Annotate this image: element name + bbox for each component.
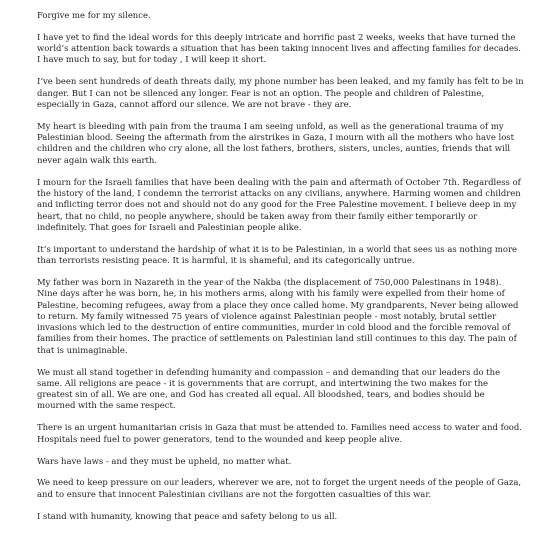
paragraph-pressure: We need to keep pressure on our leaders, wherever we are, not to forget the urgent needs of the people of Gaza, and to ensure that innocent Palestinian civilians are not the forgotten casualties of this war. (37, 477, 522, 499)
paragraph-closing: I stand with humanity, knowing that peace and safety belong to us all. (37, 510, 338, 521)
paragraph-opening: Forgive me for my silence. (37, 10, 151, 20)
paragraph-israeli-families: I mourn for the Israeli families that have been dealing with the pain and aftermath of October 7th. Regardless of the history of the land, I condemn the terrorist attacks on any civilians, anywhere. Harming women and children and inflicting terror does not and should not do any good for the Free Palestine movement. I believe deep in my heart, that no child, no people anywhere, should be taken away from their family either temporarily or indefinitely. That goes for Israeli and Palestinian people alike. (37, 176, 521, 232)
paragraph-wars-laws: Wars have laws - and they must be upheld, no matter what. (37, 455, 292, 466)
paragraph-intro: I have yet to find the ideal words for this deeply intricate and horrific past 2 weeks, weeks that have turned the world’s attention back towards a situation that has been taking innocent lives and affecting families for decades. I have much to say, but for today , I will keep it short. (37, 31, 521, 65)
paragraph-humanitarian-crisis: There is an urgent humanitarian crisis in Gaza that must be attended to. Families need access to water and food. Hospitals need fuel to power generators, tend to the wounded and keep people alive. (37, 422, 522, 444)
paragraph-stand-together: We must all stand together in defending humanity and compassion – and demanding that our leaders do the same. All religions are peace - it is governments that are corrupt, and intertwining the two makes for the greatest sin of all. We are one, and God has created all equal. All bloodshed, tears, and bodies should be mourned with the same respect. (37, 366, 501, 411)
paragraph-hardship: It’s important to understand the hardship of what it is to be Palestinian, in a world that sees us as nothing more than terrorists resisting peace. It is harmful, it is shameful, and its categorically untrue. (37, 243, 518, 266)
paragraph-threats: I’ve been sent hundreds of death threats daily, my phone number has been leaked, and my family has felt to be in danger. But I can not be silenced any longer. Fear is not an option. The people and children of Palestine, especially in Gaza, cannot afford our silence. We are not brave - they are. (37, 76, 524, 109)
paragraph-father: My father was born in Nazareth in the year of the Nakba (the displacement of 750,000 Palestinans in 1948). Nine days after he was born, he, in his mothers arms, along with his family were expelled from their home of Palestine, becoming refugees, away from a place they once called home. My grandparents, Never being allowed to return. My family witnessed 75 years of violence against Palestinian people - most notably, brutal settler invasions which led to the destruction of entire communities, murder in cold blood and the forcible removal of families from their homes. The practice of settlements on Palestinian land still continues to this day. The pain of that is unimaginable. (37, 276, 519, 355)
paragraph-heart: My heart is bleeding with pain from the trauma I am seeing unfold, as well as the generational trauma of my Palestinian blood. Seeing the aftermath from the airstrikes in Gaza, I mourn with all the mothers who have lost children and the children who cry alone, all the lost fathers, brothers, sisters, uncles, aunties, friends that will never again walk this earth. (37, 120, 514, 165)
